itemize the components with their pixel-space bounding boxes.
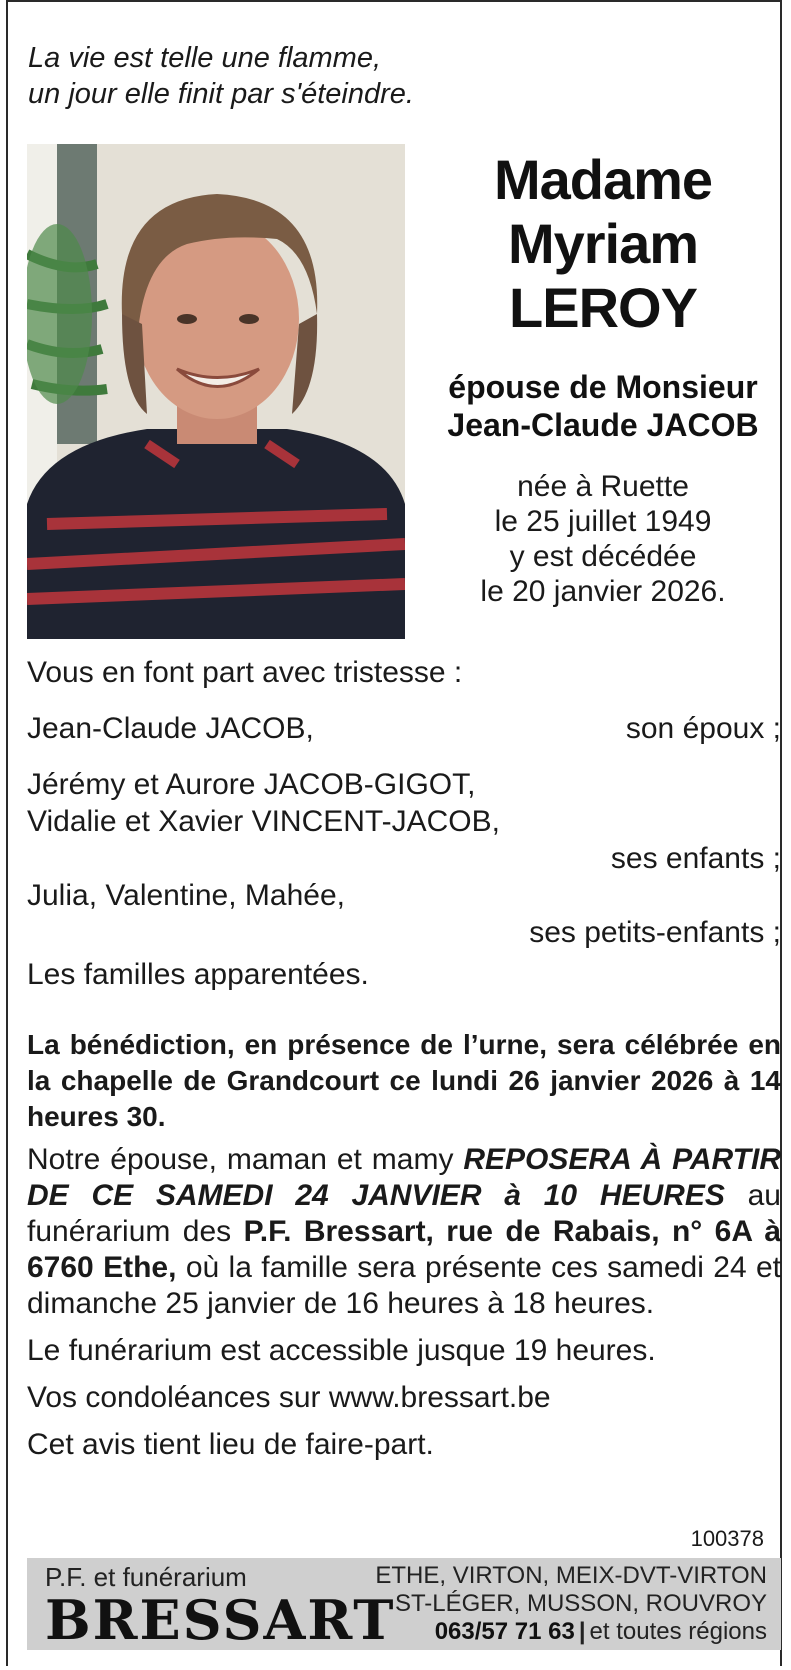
footer-separator: | xyxy=(578,1618,586,1645)
access-text: Le funérarium est accessible jusque 19 heures. xyxy=(27,1334,656,1367)
quote xyxy=(28,40,728,112)
wake-part-1: Notre épouse, maman et mamy xyxy=(27,1143,464,1176)
intro-text: Vous en font part avec tristesse : xyxy=(27,656,463,689)
footer-phone-line xyxy=(375,1618,767,1646)
wake-part-3: au funérarium des xyxy=(27,1179,781,1248)
notice-body xyxy=(27,654,781,1463)
condolences-text: Vos condoléances sur www.bressart.be xyxy=(27,1381,551,1414)
husband-row xyxy=(27,710,781,747)
wake-part-5: où la famille sera présente ces samedi 24 et dimanche 25 janvier de 16 heures à 18 heures. xyxy=(27,1251,782,1320)
footer-brand: BRESSART xyxy=(45,1588,396,1652)
children-role: ses enfants ; xyxy=(610,842,781,875)
children-line-1: Jérémy et Aurore JACOB-GIGOT, xyxy=(27,768,476,801)
birth-date: le 25 juillet 1949 xyxy=(494,505,712,538)
birth-place: née à Ruette xyxy=(517,470,689,503)
wake-emphasis: REPOSERA À PARTIR DE CE SAMEDI 24 JANVIER à 10 HEURES xyxy=(27,1143,781,1212)
children-line-2: Vidalie et Xavier VINCENT-JACOB, xyxy=(27,805,500,838)
wake-address: P.F. Bressart, rue de Rabais, n° 6A à 6760 Ethe, xyxy=(27,1215,782,1284)
ceremony-text: La bénédiction, en présence de l’urne, sera célébrée en la chapelle de Grandcourt ce lundi 26 janvier 2026 à 14 heures 30. xyxy=(27,1029,781,1132)
name-first: Myriam xyxy=(507,212,699,275)
husband-name: Jean-Claude JACOB, xyxy=(27,712,314,745)
footer-locations-2: ST-LÉGER, MUSSON, ROUVROY xyxy=(394,1590,767,1617)
funeral-home-logo xyxy=(45,1562,396,1652)
footer-regions: et toutes régions xyxy=(589,1618,767,1645)
funeral-home-footer xyxy=(27,1558,781,1650)
name-title: Madame xyxy=(493,148,713,211)
identity-block xyxy=(408,144,791,609)
husband-role: son époux ; xyxy=(625,712,781,745)
footer-contact xyxy=(375,1562,767,1646)
footer-locations-1: ETHE, VIRTON, MEIX-DVT-VIRTON xyxy=(375,1562,767,1589)
death-place: y est décédée xyxy=(509,540,697,573)
spouse-info xyxy=(408,368,791,444)
grandchildren: Julia, Valentine, Mahée, xyxy=(27,879,345,912)
death-date: le 20 janvier 2026. xyxy=(480,575,726,608)
life-dates xyxy=(408,469,791,609)
grandchildren-role: ses petits-enfants ; xyxy=(529,916,781,949)
spouse-line-2: Jean-Claude JACOB xyxy=(447,407,759,443)
wake-text xyxy=(27,1142,781,1322)
footer-phone: 063/57 71 63 xyxy=(434,1618,575,1645)
families: Les familles apparentées. xyxy=(27,958,369,991)
name-last: LEROY xyxy=(509,276,697,339)
portrait-photo xyxy=(27,144,405,639)
spouse-line-1: épouse de Monsieur xyxy=(448,369,758,405)
portrait-image xyxy=(27,144,405,639)
obituary-notice xyxy=(6,0,782,1666)
notice-text: Cet avis tient lieu de faire-part. xyxy=(27,1428,434,1461)
quote-line-2: un jour elle finit par s'éteindre. xyxy=(28,78,414,110)
deceased-name xyxy=(408,148,791,340)
quote-line-1: La vie est telle une flamme, xyxy=(28,42,382,74)
footer-subtitle: P.F. et funérarium xyxy=(45,1562,247,1592)
reference-number: 100378 xyxy=(690,1526,764,1551)
